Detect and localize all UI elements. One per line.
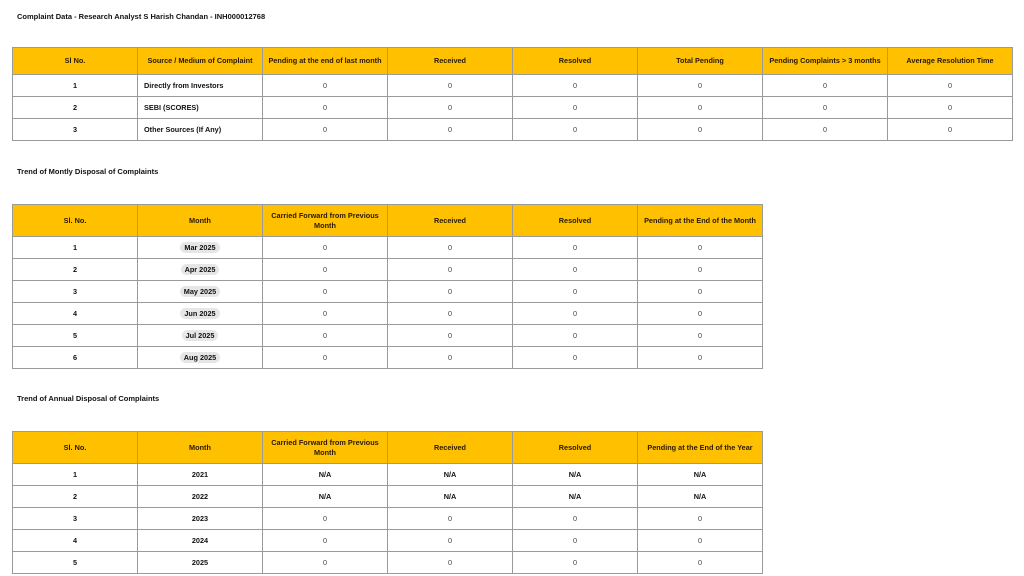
table-cell: 0 [263, 347, 388, 369]
table-row [13, 325, 763, 347]
table-cell: 0 [763, 97, 888, 119]
table-cell: 3 [13, 119, 138, 141]
table-cell: 0 [888, 75, 1013, 97]
table-row [13, 486, 763, 508]
table-cell: 0 [263, 508, 388, 530]
table-cell: 0 [513, 347, 638, 369]
monthly-disposal-table [12, 204, 763, 369]
column-header: Carried Forward from Previous Month [263, 432, 388, 464]
table-cell: 0 [513, 530, 638, 552]
column-header: Pending at the End of the Month [638, 205, 763, 237]
table-cell: 0 [513, 97, 638, 119]
table-cell: 0 [638, 303, 763, 325]
header-row [13, 432, 763, 464]
table-cell: 0 [388, 237, 513, 259]
table-cell: 2022 [138, 486, 263, 508]
table-cell: 0 [388, 552, 513, 574]
table-cell: N/A [638, 464, 763, 486]
column-header: Carried Forward from Previous Month [263, 205, 388, 237]
table-cell [138, 237, 263, 259]
annual-disposal-table [12, 431, 763, 574]
table-cell: 0 [513, 552, 638, 574]
table-cell: 0 [263, 75, 388, 97]
table-cell: 2 [13, 486, 138, 508]
table-cell: Directly from Investors [138, 75, 263, 97]
table-row [13, 75, 1013, 97]
column-header: Sl No. [13, 48, 138, 75]
table-cell: 5 [13, 325, 138, 347]
column-header: Sl. No. [13, 432, 138, 464]
table-cell: 0 [513, 75, 638, 97]
table-cell [138, 259, 263, 281]
table-cell: 0 [388, 347, 513, 369]
table-cell: 0 [388, 508, 513, 530]
table-cell: N/A [638, 486, 763, 508]
header-row [13, 48, 1013, 75]
table-cell: N/A [263, 486, 388, 508]
table-row [13, 97, 1013, 119]
month-label: Aug 2025 [180, 352, 220, 363]
table-cell: 0 [388, 119, 513, 141]
table-row [13, 303, 763, 325]
table-cell: N/A [513, 486, 638, 508]
table-cell: 0 [888, 97, 1013, 119]
table-cell: 0 [638, 530, 763, 552]
table-cell [138, 347, 263, 369]
table-cell: 2023 [138, 508, 263, 530]
column-header: Received [388, 205, 513, 237]
table-cell: Other Sources (If Any) [138, 119, 263, 141]
table-cell: N/A [388, 486, 513, 508]
table-cell: 2 [13, 97, 138, 119]
column-header: Resolved [513, 432, 638, 464]
column-header: Resolved [513, 48, 638, 75]
header-row [13, 205, 763, 237]
table-row [13, 281, 763, 303]
table-cell: 0 [638, 259, 763, 281]
table-row [13, 347, 763, 369]
column-header: Source / Medium of Complaint [138, 48, 263, 75]
table-cell: 0 [388, 530, 513, 552]
month-label: Jul 2025 [182, 330, 219, 341]
table-row [13, 552, 763, 574]
column-header: Month [138, 432, 263, 464]
month-label: Jun 2025 [180, 308, 219, 319]
table-cell: 2025 [138, 552, 263, 574]
table-cell: 0 [763, 119, 888, 141]
table-cell: 0 [513, 281, 638, 303]
table-cell: 0 [263, 237, 388, 259]
column-header: Received [388, 432, 513, 464]
table-cell: 0 [638, 552, 763, 574]
table-cell: 0 [763, 75, 888, 97]
table-cell: 4 [13, 303, 138, 325]
month-label: Apr 2025 [181, 264, 220, 275]
table-cell: 0 [388, 325, 513, 347]
column-header: Pending Complaints > 3 months [763, 48, 888, 75]
table-row [13, 508, 763, 530]
table-cell: 0 [263, 97, 388, 119]
table-cell: 0 [513, 259, 638, 281]
table-cell: 0 [263, 259, 388, 281]
column-header: Received [388, 48, 513, 75]
month-label: May 2025 [180, 286, 220, 297]
table-cell: 0 [263, 281, 388, 303]
table-cell: 0 [638, 281, 763, 303]
table-cell: 3 [13, 281, 138, 303]
table-cell: 0 [388, 281, 513, 303]
complaint-data-table [12, 47, 1013, 141]
table-cell: 0 [263, 530, 388, 552]
table-cell: 0 [638, 97, 763, 119]
table-cell: 1 [13, 75, 138, 97]
column-header: Sl. No. [13, 205, 138, 237]
table-cell: 0 [888, 119, 1013, 141]
table-row [13, 530, 763, 552]
table-cell [138, 281, 263, 303]
table-cell: 0 [388, 303, 513, 325]
table-cell: 1 [13, 464, 138, 486]
table-cell: 0 [638, 325, 763, 347]
table-cell: 2021 [138, 464, 263, 486]
table-cell: 6 [13, 347, 138, 369]
table-cell: 0 [638, 119, 763, 141]
table-cell: 5 [13, 552, 138, 574]
table-cell: N/A [513, 464, 638, 486]
table-cell: 0 [263, 552, 388, 574]
column-header: Month [138, 205, 263, 237]
table-cell [138, 325, 263, 347]
table-cell: 0 [638, 237, 763, 259]
table-cell: 0 [513, 119, 638, 141]
table-cell: 2 [13, 259, 138, 281]
table-cell: 0 [263, 303, 388, 325]
table-cell: N/A [263, 464, 388, 486]
table-cell: 0 [513, 508, 638, 530]
month-label: Mar 2025 [180, 242, 219, 253]
table-row [13, 259, 763, 281]
page-title: Complaint Data - Research Analyst S Harish Chandan - INH000012768 [17, 12, 266, 21]
table-cell: 0 [638, 508, 763, 530]
table-cell: 0 [263, 119, 388, 141]
table-cell: 0 [513, 303, 638, 325]
column-header: Pending at the end of last month [263, 48, 388, 75]
annual-section-title: Trend of Annual Disposal of Complaints [17, 394, 160, 403]
table-cell: 2024 [138, 530, 263, 552]
table-cell: 0 [513, 325, 638, 347]
monthly-section-title: Trend of Montly Disposal of Complaints [17, 167, 159, 176]
table-row [13, 237, 763, 259]
table-cell: SEBI (SCORES) [138, 97, 263, 119]
table-cell: 1 [13, 237, 138, 259]
column-header: Resolved [513, 205, 638, 237]
table-cell: 0 [263, 325, 388, 347]
table-cell: 0 [388, 97, 513, 119]
column-header: Total Pending [638, 48, 763, 75]
column-header: Average Resolution Time [888, 48, 1013, 75]
table-cell [138, 303, 263, 325]
table-cell: 0 [388, 75, 513, 97]
table-cell: N/A [388, 464, 513, 486]
table-cell: 0 [388, 259, 513, 281]
table-cell: 4 [13, 530, 138, 552]
table-row [13, 119, 1013, 141]
table-row [13, 464, 763, 486]
column-header: Pending at the End of the Year [638, 432, 763, 464]
table-cell: 0 [513, 237, 638, 259]
table-cell: 0 [638, 347, 763, 369]
table-cell: 3 [13, 508, 138, 530]
table-cell: 0 [638, 75, 763, 97]
